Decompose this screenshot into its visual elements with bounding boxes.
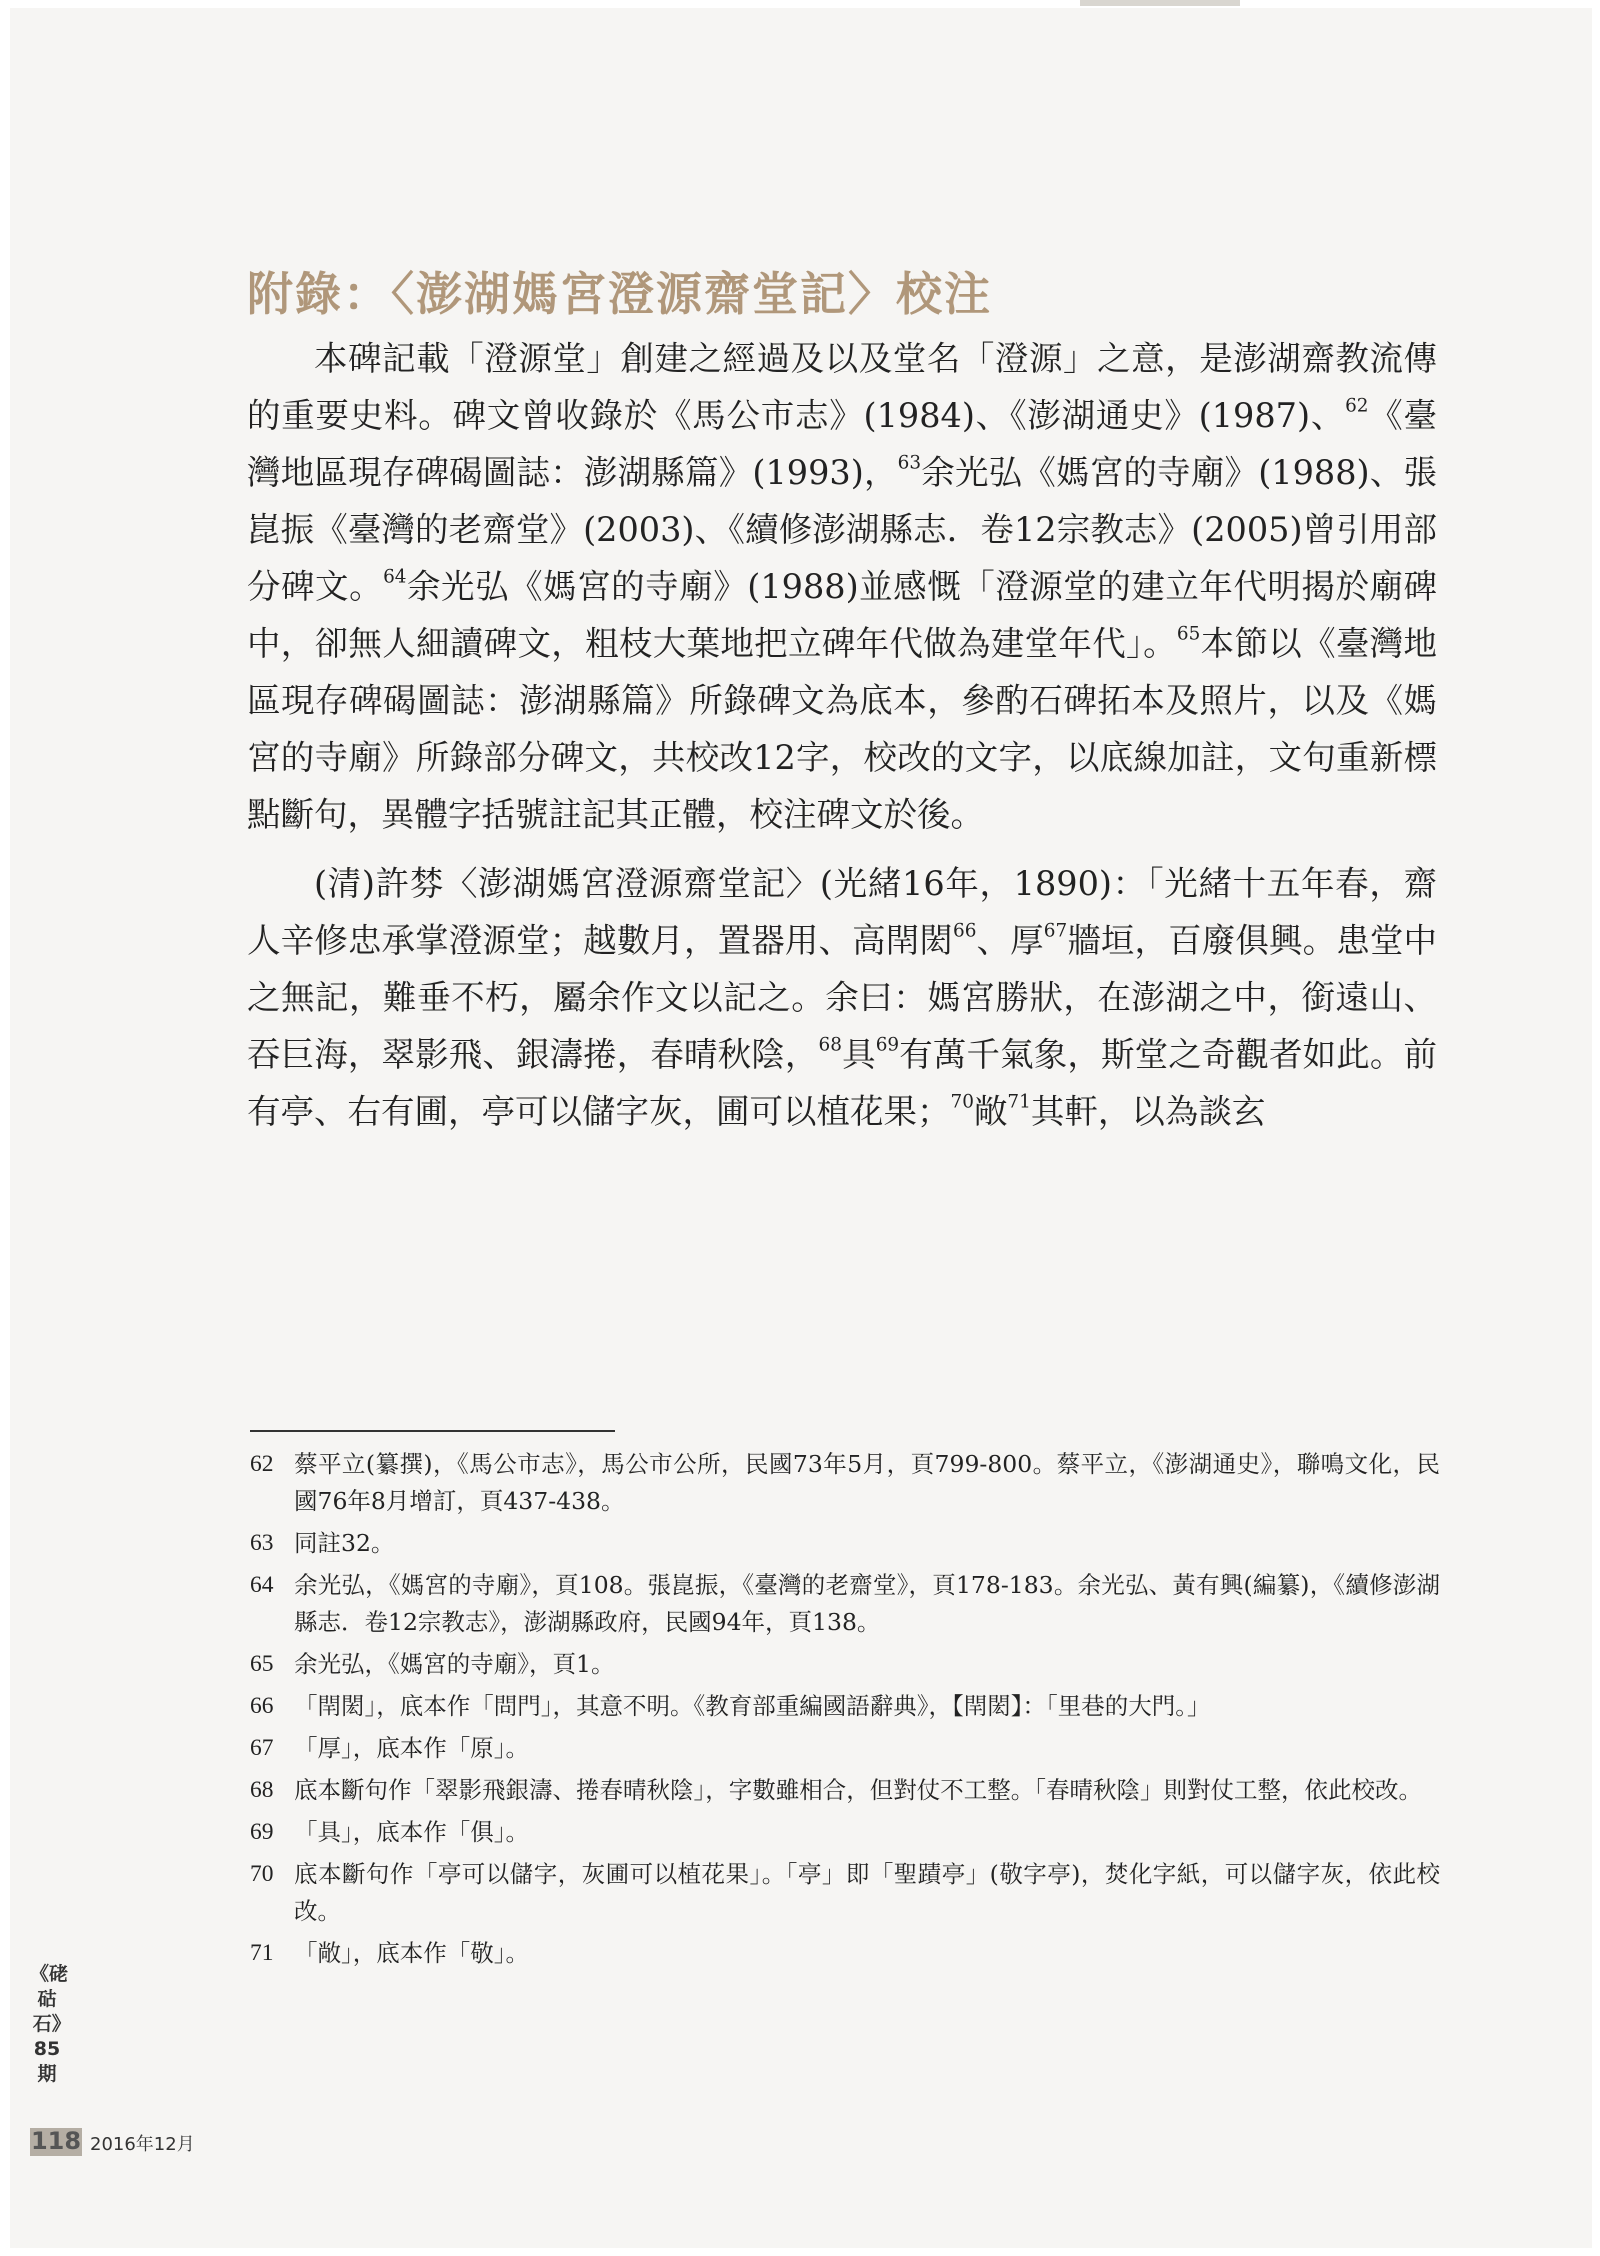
footnote-number: 70 xyxy=(250,1861,274,1887)
footnote-text: 余光弘，《媽宮的寺廟》，頁1。 xyxy=(294,1650,615,1678)
paragraph-text: 、厚 xyxy=(976,921,1044,960)
footnote-ref[interactable]: 69 xyxy=(875,1034,900,1056)
page-title: 附錄：〈澎湖媽宮澄源齋堂記〉校注 xyxy=(247,267,992,321)
footnote-text: 底本斷句作「翠影飛銀濤、捲春晴秋陰」，字數雖相合，但對仗不工整。「春晴秋陰」則對仗工整，依此校改。 xyxy=(294,1776,1422,1804)
paragraph-text: 具 xyxy=(841,1035,876,1074)
footnote-ref[interactable]: 63 xyxy=(897,452,922,474)
paragraph-text: 牆垣，百廢俱興。患堂中之無記，難垂不朽，屬余作文以記之。余曰：媽宮勝狀，在澎湖之中，銜遠山、吞巨海，翠影飛、銀濤捲，春晴秋陰， xyxy=(247,921,1438,1074)
footnote-number: 71 xyxy=(250,1940,274,1966)
footnote-ref[interactable]: 71 xyxy=(1007,1091,1031,1113)
footnote-text: 蔡平立(纂撰)，《馬公市志》，馬公市公所，民國73年5月，頁799-800。蔡平立，《澎湖通史》，聯鳴文化，民國76年8月增訂，頁437-438。 xyxy=(294,1450,1440,1515)
paragraph-text: 余光弘《媽宮的寺廟》(1988)並感慨「澄源堂的建立年代明揭於廟碑中，卻無人細讀碑文，粗枝大葉地把立碑年代做為建堂年代」。 xyxy=(247,567,1437,663)
footnote-ref[interactable]: 68 xyxy=(818,1034,842,1056)
paragraph-text: 有萬千氣象，斯堂之奇觀者如此。前有亭、右有圃，亭可以儲字灰，圃可以植花果； xyxy=(247,1035,1438,1131)
footnote-item xyxy=(250,1730,1440,1767)
footnote-item xyxy=(250,1646,1440,1683)
paragraph-text: 《臺灣地區現存碑碣圖誌：澎湖縣篇》(1993)， xyxy=(247,396,1438,492)
footnote-number: 62 xyxy=(250,1451,274,1477)
footnote-text: 底本斷句作「亭可以儲字，灰圃可以植花果」。「亭」即「聖蹟亭」(敬字亭)，焚化字紙，可以儲字灰，依此校改。 xyxy=(294,1860,1440,1925)
footnote-text: 「具」，底本作「俱」。 xyxy=(294,1818,529,1846)
issue-date: 2016年12月 xyxy=(90,2134,195,2155)
footnote-number: 64 xyxy=(250,1572,274,1598)
footnote-ref[interactable]: 70 xyxy=(950,1091,974,1113)
journal-issue-label xyxy=(30,1962,69,2087)
paragraph-text: 本節以《臺灣地區現存碑碣圖誌：澎湖縣篇》所錄碑文為底本，參酌石碑拓本及照片，以及《媽宮的寺廟》所錄部分碑文，共校改12字，校改的文字，以底線加註，文句重新標點斷句，異體字括號註記其正體，校注碑文於後。 xyxy=(247,624,1438,834)
footnote-number: 66 xyxy=(250,1693,274,1719)
footnote-number: 63 xyxy=(250,1530,274,1556)
footnote-text: 同註32。 xyxy=(294,1529,395,1557)
body-text xyxy=(247,330,1437,1140)
footnote-item xyxy=(250,1446,1440,1520)
footnote-item xyxy=(250,1935,1440,1972)
footnote-item xyxy=(250,1856,1440,1930)
paragraph-text: 敞 xyxy=(973,1092,1008,1131)
footnote-ref[interactable]: 67 xyxy=(1043,920,1068,942)
footnote-text: 余光弘，《媽宮的寺廟》，頁108。張崑振，《臺灣的老齋堂》，頁178-183。余光弘、黃有興(編纂)，《續修澎湖縣志．卷12宗教志》，澎湖縣政府，民國94年，頁138。 xyxy=(294,1571,1440,1636)
journal-issue-text: 《硓𥑮石》85期 xyxy=(30,1963,69,2085)
footnote-item xyxy=(250,1688,1440,1725)
footnote-item xyxy=(250,1814,1440,1851)
paragraph-text: (清)許棼〈澎湖媽宮澄源齋堂記〉(光緒16年，1890)：「光緒十五年春，齋人辛修忠承掌澄源堂；越數月，置器用、高閈閎 xyxy=(247,864,1437,960)
footnote-item xyxy=(250,1525,1440,1562)
scan-edge-mark xyxy=(1080,0,1240,6)
footnote-ref[interactable]: 66 xyxy=(953,920,977,942)
footnotes xyxy=(250,1446,1440,1977)
footnote-item xyxy=(250,1567,1440,1641)
footnote-text: 「敞」，底本作「敬」。 xyxy=(294,1939,529,1967)
footnote-ref[interactable]: 62 xyxy=(1345,395,1369,417)
paragraph xyxy=(247,855,1437,1140)
page-number: 118 xyxy=(30,2127,82,2155)
paragraph-text: 余光弘《媽宮的寺廟》(1988)、張崑振《臺灣的老齋堂》(2003)、《續修澎湖縣志．卷12宗教志》(2005)曾引用部分碑文。 xyxy=(247,453,1437,606)
paragraph-text: 其軒，以為談玄 xyxy=(1030,1092,1266,1131)
footnote-ref[interactable]: 65 xyxy=(1176,623,1201,645)
footnote-number: 69 xyxy=(250,1819,274,1845)
footnote-number: 67 xyxy=(250,1735,274,1761)
footnote-ref[interactable]: 64 xyxy=(383,566,407,588)
paragraph-text: 本碑記載「澄源堂」創建之經過及以及堂名「澄源」之意，是澎湖齋教流傳的重要史料。碑文曾收錄於《馬公市志》(1984)、《澎湖通史》(1987)、 xyxy=(247,339,1437,435)
footnote-number: 68 xyxy=(250,1777,274,1803)
paragraph xyxy=(247,330,1437,843)
footnote-number: 65 xyxy=(250,1651,274,1677)
footnote-text: 「閈閎」，底本作「問門」，其意不明。《教育部重編國語辭典》，【閈閎】：「里巷的大門。」 xyxy=(294,1692,1211,1720)
footnote-item xyxy=(250,1772,1440,1809)
footnote-divider xyxy=(250,1430,615,1432)
footnote-text: 「厚」，底本作「原」。 xyxy=(294,1734,529,1762)
